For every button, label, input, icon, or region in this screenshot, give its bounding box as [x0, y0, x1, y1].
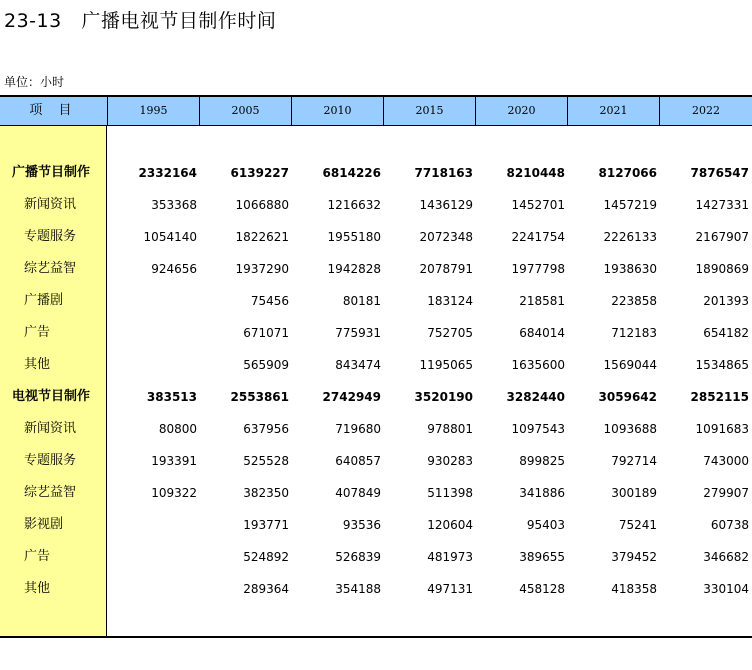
table-cell: 525528	[243, 454, 289, 468]
table-cell: 2072348	[419, 230, 473, 244]
table-cell: 1452701	[511, 198, 565, 212]
table-cell: 2241754	[511, 230, 565, 244]
table-cell: 75456	[250, 294, 289, 308]
table-cell: 3282440	[506, 390, 565, 404]
table-row	[0, 189, 752, 221]
table-cell: 1942828	[327, 262, 381, 276]
header-year-1995: 1995	[107, 97, 199, 125]
table-cell: 1569044	[603, 358, 657, 372]
table-row	[0, 381, 752, 413]
table-cell: 511398	[427, 486, 473, 500]
row-label: 新闻资讯	[24, 421, 77, 436]
table-cell: 497131	[427, 582, 473, 596]
table-cell: 223858	[611, 294, 657, 308]
table-cell: 341886	[519, 486, 565, 500]
header-year-2005: 2005	[199, 97, 291, 125]
table-cell: 201393	[703, 294, 749, 308]
table-cell: 382350	[243, 486, 289, 500]
row-label: 新闻资讯	[24, 197, 77, 212]
table-cell: 1097543	[511, 422, 565, 436]
table-cell: 218581	[519, 294, 565, 308]
table-cell: 481973	[427, 550, 473, 564]
table-cell: 80800	[158, 422, 197, 436]
table-cell: 684014	[519, 326, 565, 340]
table-cell: 1977798	[511, 262, 565, 276]
table-cell: 1054140	[143, 230, 197, 244]
table-cell	[107, 541, 197, 573]
row-label: 专题服务	[24, 229, 77, 244]
table-row	[0, 221, 752, 253]
table-cell	[107, 573, 197, 605]
table-cell: 75241	[618, 518, 657, 532]
table-cell: 640857	[335, 454, 381, 468]
table-cell: 93536	[342, 518, 381, 532]
row-label: 广播节目制作	[12, 165, 91, 180]
table-cell: 109322	[151, 486, 197, 500]
table-cell: 712183	[611, 326, 657, 340]
table-cell: 300189	[611, 486, 657, 500]
table-cell: 279907	[703, 486, 749, 500]
table-cell: 95403	[526, 518, 565, 532]
table-row	[0, 157, 752, 189]
header-year-2010: 2010	[291, 97, 383, 125]
table-cell: 899825	[519, 454, 565, 468]
table-cell	[107, 349, 197, 381]
table-cell: 289364	[243, 582, 289, 596]
table-cell: 2078791	[419, 262, 473, 276]
table-cell: 1955180	[327, 230, 381, 244]
row-label: 广告	[24, 325, 51, 340]
table-cell: 1093688	[603, 422, 657, 436]
table-row	[0, 317, 752, 349]
table-cell: 193771	[243, 518, 289, 532]
table-cell: 1436129	[419, 198, 473, 212]
table-cell: 671071	[243, 326, 289, 340]
table-cell: 8127066	[598, 166, 657, 180]
table-cell: 183124	[427, 294, 473, 308]
table-cell: 2742949	[322, 390, 381, 404]
table-cell: 526839	[335, 550, 381, 564]
table-cell: 354188	[335, 582, 381, 596]
table-cell: 353368	[151, 198, 197, 212]
row-label: 综艺益智	[24, 485, 77, 500]
table-cell: 1457219	[603, 198, 657, 212]
header-item: 项 目	[29, 103, 78, 118]
table-cell: 1635600	[511, 358, 565, 372]
table-cell: 6139227	[230, 166, 289, 180]
table-cell: 2332164	[138, 166, 197, 180]
table-row	[0, 285, 752, 317]
table-row	[0, 445, 752, 477]
header-year-2022: 2022	[659, 97, 752, 125]
table-cell: 1937290	[235, 262, 289, 276]
table-cell: 6814226	[322, 166, 381, 180]
table-cell: 407849	[335, 486, 381, 500]
table-cell: 637956	[243, 422, 289, 436]
table-cell: 1195065	[419, 358, 473, 372]
table-cell: 1890869	[695, 262, 749, 276]
table-row	[0, 253, 752, 285]
table-cell	[107, 317, 197, 349]
table-cell	[107, 509, 197, 541]
table-cell: 80181	[342, 294, 381, 308]
header-year-2021: 2021	[567, 97, 659, 125]
table-cell	[107, 285, 197, 317]
unit-label: 单位：小时	[4, 75, 65, 89]
table-cell: 524892	[243, 550, 289, 564]
row-label: 广播剧	[24, 293, 64, 308]
table-cell: 1091683	[695, 422, 749, 436]
table-cell: 389655	[519, 550, 565, 564]
table-cell: 775931	[335, 326, 381, 340]
row-label: 其他	[24, 581, 51, 596]
table-cell: 1534865	[695, 358, 749, 372]
table-cell: 654182	[703, 326, 749, 340]
row-label: 广告	[24, 549, 51, 564]
table-cell: 379452	[611, 550, 657, 564]
header-year-2020: 2020	[475, 97, 567, 125]
table-cell: 383513	[146, 390, 197, 404]
table-cell: 752705	[427, 326, 473, 340]
table-cell: 346682	[703, 550, 749, 564]
table-cell: 1938630	[603, 262, 657, 276]
table-cell: 2226133	[603, 230, 657, 244]
table-cell: 719680	[335, 422, 381, 436]
page-title: 23-13 广播电视节目制作时间	[4, 10, 277, 32]
table-cell: 565909	[243, 358, 289, 372]
row-label: 专题服务	[24, 453, 77, 468]
table-header	[0, 95, 752, 126]
table-cell: 1427331	[695, 198, 749, 212]
table-cell: 8210448	[506, 166, 565, 180]
row-label: 电视节目制作	[12, 389, 91, 404]
table-cell: 3059642	[598, 390, 657, 404]
table-cell: 418358	[611, 582, 657, 596]
table-cell: 330104	[703, 582, 749, 596]
table-cell: 7718163	[414, 166, 473, 180]
table-cell: 2167907	[695, 230, 749, 244]
table-row	[0, 509, 752, 541]
table-row	[0, 477, 752, 509]
table-cell: 743000	[703, 454, 749, 468]
table-cell: 924656	[151, 262, 197, 276]
row-label: 综艺益智	[24, 261, 77, 276]
table-cell: 193391	[151, 454, 197, 468]
table-cell: 1216632	[327, 198, 381, 212]
table-row	[0, 349, 752, 381]
table-cell: 7876547	[690, 166, 749, 180]
table-cell: 843474	[335, 358, 381, 372]
table-cell: 2852115	[690, 390, 749, 404]
header-year-2015: 2015	[383, 97, 475, 125]
table-cell: 60738	[710, 518, 749, 532]
table-row	[0, 541, 752, 573]
table-bottom-rule	[0, 636, 752, 638]
table-row	[0, 573, 752, 605]
table-cell: 792714	[611, 454, 657, 468]
table-cell: 930283	[427, 454, 473, 468]
table-cell: 1822621	[235, 230, 289, 244]
table-cell: 1066880	[235, 198, 289, 212]
row-label: 其他	[24, 357, 51, 372]
row-label: 影视剧	[24, 517, 64, 532]
table-cell: 458128	[519, 582, 565, 596]
table-cell: 2553861	[230, 390, 289, 404]
table-cell: 120604	[427, 518, 473, 532]
data-table	[0, 95, 752, 638]
table-cell: 3520190	[414, 390, 473, 404]
table-cell: 978801	[427, 422, 473, 436]
table-row	[0, 413, 752, 445]
